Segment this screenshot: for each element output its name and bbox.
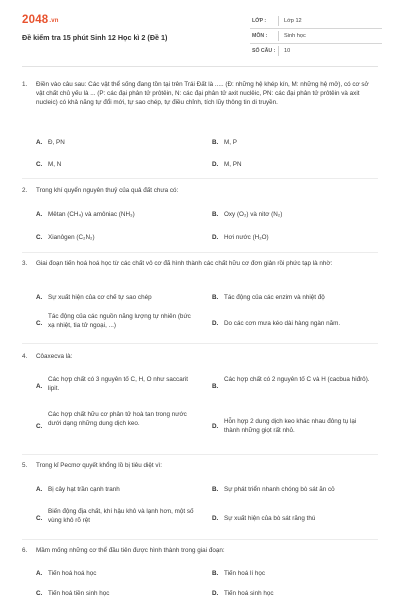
option-letter: D. — [212, 161, 219, 168]
option-letter: B. — [212, 486, 219, 493]
option-6b[interactable] — [212, 569, 372, 578]
option-letter: A. — [36, 139, 43, 146]
question-divider — [22, 539, 378, 540]
site-logo[interactable] — [22, 14, 59, 26]
option-letter: D. — [212, 514, 219, 522]
option-6c[interactable] — [36, 589, 196, 598]
question-text: Giai đoạn tiến hoá hoá học từ các chất vô cơ đã hình thành các chất hữu cơ đơn giản rồi phức tạp là nhờ: — [36, 260, 333, 267]
option-3c[interactable] — [36, 312, 196, 334]
option-letter: A. — [36, 382, 43, 390]
option-letter: C. — [36, 319, 43, 327]
header-divider — [22, 66, 378, 67]
option-letter: D. — [212, 422, 219, 430]
option-text: Hơi nước (H₂O) — [224, 234, 269, 241]
option-text: Oxy (O₂) và nitơ (N₂) — [224, 211, 283, 218]
question-number: 3. — [22, 260, 28, 267]
option-3a[interactable] — [36, 293, 196, 302]
option-2a[interactable] — [36, 210, 196, 219]
option-letter: D. — [212, 590, 219, 597]
option-text: Hỗn hợp 2 dung dịch keo khác nhau đông tụ lại thành những giọt rất nhỏ. — [224, 418, 357, 434]
question-number: 4. — [22, 353, 28, 360]
option-letter: C. — [36, 422, 43, 430]
option-2c[interactable] — [36, 233, 196, 242]
option-text: Đ, PN — [48, 139, 65, 146]
meta-row-class — [250, 14, 382, 29]
option-letter: B. — [212, 382, 219, 390]
meta-key-class: LỚP : — [252, 18, 267, 24]
option-letter: D. — [212, 234, 219, 241]
meta-row-subject — [250, 29, 382, 44]
option-6d[interactable] — [212, 589, 372, 598]
meta-key-subject: MÔN : — [252, 33, 268, 39]
option-letter: C. — [36, 590, 43, 597]
exam-meta-table — [250, 14, 382, 58]
option-text: Tiến hoá lí học — [224, 570, 266, 577]
option-letter: C. — [36, 234, 43, 241]
option-text: Các hợp chất hữu cơ phân tử hoà tan trong nước dưới dạng những dung dịch keo. — [48, 411, 187, 427]
option-text: M, P — [224, 139, 237, 146]
question-divider — [22, 252, 378, 253]
option-1c[interactable] — [36, 160, 196, 169]
question-number: 5. — [22, 462, 28, 469]
meta-val-subject: Sinh học — [284, 33, 306, 39]
page-title: Đề kiểm tra 15 phút Sinh 12 Học kì 2 (Đề 1) — [22, 33, 168, 42]
question-text: Trong kỉ Pecmơ quyết khổng lồ bị tiêu diệt vì: — [36, 462, 163, 469]
question-text: Côaxecva là: — [36, 353, 73, 360]
option-text: Tiến hoá sinh học — [224, 590, 274, 597]
option-text: Xianôgen (C₂N₂) — [48, 234, 95, 241]
option-letter: C. — [36, 514, 43, 522]
option-letter: B. — [212, 211, 219, 218]
option-letter: C. — [36, 161, 43, 168]
option-text: Mêtan (CH₄) và amôniac (NH₃) — [48, 211, 135, 218]
option-letter: B. — [212, 570, 219, 577]
option-2b[interactable] — [212, 210, 372, 219]
option-text: Các hợp chất có 3 nguyên tố C, H, O như saccarit lipit. — [48, 376, 188, 392]
option-5c[interactable] — [36, 507, 196, 529]
option-text: Do các cơn mưa kéo dài hàng ngàn năm. — [224, 319, 341, 327]
option-text: Các hợp chất có 2 nguyên tố C và H (cacbua hiđrô). — [224, 376, 370, 383]
option-text: Sự xuất hiện của bò sát răng thú — [224, 514, 316, 522]
option-letter: B. — [212, 139, 219, 146]
option-letter: B. — [212, 294, 219, 301]
option-text: Tiến hoá hoá học — [48, 570, 97, 577]
option-3b[interactable] — [212, 293, 372, 302]
option-6a[interactable] — [36, 569, 196, 578]
exam-header — [22, 14, 382, 60]
option-4d[interactable] — [212, 410, 372, 442]
option-text: Sự xuất hiện của cơ chế tự sao chép — [48, 294, 152, 301]
option-4c[interactable] — [36, 410, 196, 442]
option-letter: A. — [36, 294, 43, 301]
meta-row-count — [250, 44, 382, 58]
question-text: Mầm mống những cơ thể đầu tiên được hình thành trong giai đoạn: — [36, 547, 225, 554]
option-letter: A. — [36, 570, 43, 577]
option-letter: D. — [212, 319, 219, 327]
option-text: M, N — [48, 161, 62, 168]
option-1b[interactable] — [212, 138, 372, 147]
meta-val-class: Lớp 12 — [284, 18, 302, 24]
option-text: Tiến hoá tiền sinh học — [48, 590, 110, 597]
option-letter: A. — [36, 486, 43, 493]
question-number: 6. — [22, 547, 28, 554]
option-text: Biến động địa chất, khí hậu khô và lạnh hơn, một số vùng khô rõ rệt — [48, 508, 194, 524]
logo-tld: .vn — [49, 18, 59, 24]
option-text: Sự phát triển nhanh chóng bò sát ăn cỏ — [224, 486, 335, 493]
logo-main: 2048 — [22, 14, 49, 26]
question-divider — [22, 454, 378, 455]
option-1a[interactable] — [36, 138, 196, 147]
option-5a[interactable] — [36, 485, 196, 494]
option-letter: A. — [36, 211, 43, 218]
question-number: 1. — [22, 81, 28, 88]
option-2d[interactable] — [212, 233, 372, 242]
option-text: Tác động của các nguồn năng lượng tự nhiên (bức xạ nhiệt, tia tử ngoại, ...) — [48, 313, 191, 329]
meta-key-count: SỐ CÂU : — [252, 48, 276, 54]
option-text: Tác động của các enzim và nhiệt độ — [224, 294, 325, 301]
question-divider — [22, 343, 378, 344]
meta-val-count: 10 — [284, 48, 291, 54]
option-4a[interactable] — [36, 375, 196, 397]
option-4b[interactable] — [212, 375, 372, 397]
option-1d[interactable] — [212, 160, 372, 169]
option-3d[interactable] — [212, 312, 372, 334]
option-5b[interactable] — [212, 485, 372, 494]
question-text: Điền vào câu sau: Các vật thể sống đang tồn tại trên Trái Đất là ..... (Đ: những hệ khép kín, M: những hệ mở), có cơ sở vật chất chủ yếu là ... (P: các đại phân tử prôtêin, N: các đại phân tử axit nuclêic, PN: các đại phân tử prôtêin và axit nucleic) có khả năng tự đổi mới, tự sao chép, tự điều chỉnh, tích lũy thông tin di truyền. — [36, 81, 369, 106]
question-text: Trong khí quyển nguyên thuỷ của quả đất chưa có: — [36, 187, 179, 194]
option-text: Bị cây hạt trần cạnh tranh — [48, 486, 120, 493]
option-text: M, PN — [224, 161, 242, 168]
question-number: 2. — [22, 187, 28, 194]
option-5d[interactable] — [212, 507, 372, 529]
question-divider — [22, 178, 378, 179]
